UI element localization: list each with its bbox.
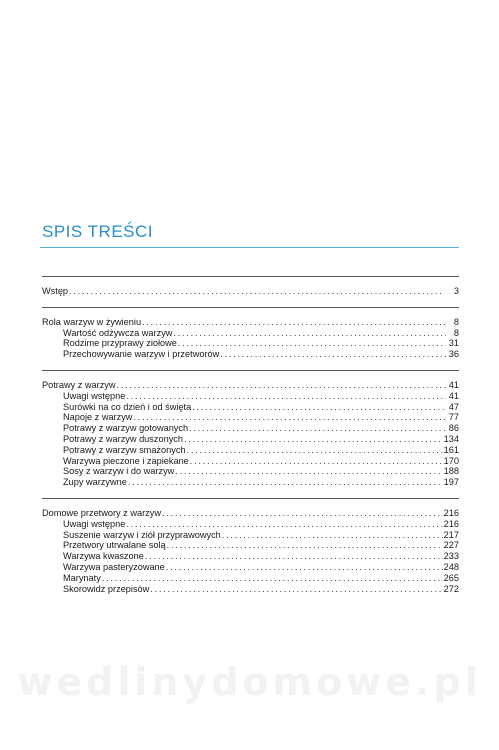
dot-leader [133, 412, 446, 423]
dot-leader [222, 530, 443, 541]
dot-leader [145, 551, 443, 562]
toc-entry-label: Uwagi wstępne [63, 390, 126, 401]
section-divider [42, 370, 459, 371]
toc-entry-label: Surówki na co dzień i od święta [63, 401, 192, 412]
toc-entry-label: Skorowidz przepisów [63, 583, 150, 594]
toc-entry-label: Wartość odżywcza warzyw [63, 327, 173, 338]
dot-leader [220, 349, 446, 360]
toc-page-number: 233 [443, 551, 459, 562]
toc-page-number: 41 [448, 379, 459, 390]
toc-entry [42, 317, 459, 328]
toc-page-number: 36 [448, 349, 459, 360]
toc-page-number: 170 [443, 455, 459, 466]
toc-page-number: 8 [453, 327, 459, 338]
toc-entry-label: Rola warzyw w żywieniu [42, 316, 142, 327]
toc-subentry [42, 540, 459, 551]
dot-leader [190, 456, 443, 467]
toc-page-number: 8 [453, 316, 459, 327]
dot-leader [178, 338, 446, 349]
toc-entry-label: Warzywa pieczone i zapiekane [63, 455, 189, 466]
toc-page-number: 217 [443, 529, 459, 540]
toc-entry-label: Przechowywanie warzyw i przetworów [63, 349, 220, 360]
toc-page-number: 197 [443, 477, 459, 488]
toc-subentry [42, 412, 459, 423]
watermark: wedlinydomowe.pl [17, 660, 482, 704]
dot-leader [167, 540, 443, 551]
section-divider [42, 276, 459, 277]
page-title: SPIS TREŚCI [42, 222, 153, 241]
toc-entry-label: Potrawy z warzyw gotowanych [63, 423, 189, 434]
dot-leader [184, 434, 443, 445]
toc-page-number: 47 [448, 401, 459, 412]
toc-page-number: 216 [443, 507, 459, 518]
toc-entry-label: Uwagi wstępne [63, 518, 126, 529]
toc-page-number: 41 [448, 390, 459, 401]
toc-page-number: 3 [453, 286, 459, 296]
toc-page-number: 227 [443, 540, 459, 551]
dot-leader [175, 466, 442, 477]
toc-entry-label: Przetwory utrwalane solą [63, 540, 166, 551]
dot-leader [117, 380, 446, 391]
dot-leader [142, 317, 446, 328]
toc-entry-label: Potrawy z warzyw [42, 379, 116, 390]
toc-entry-label: Warzywa pasteryzowane [63, 561, 165, 572]
toc-entry-label: Napoje z warzyw [63, 412, 133, 423]
toc-subentry [42, 456, 459, 467]
toc-entry [42, 508, 459, 519]
toc-page-number: 188 [443, 466, 459, 477]
toc-subentry [42, 466, 459, 477]
toc-subentry [42, 391, 459, 402]
toc-subentry [42, 338, 459, 349]
toc-subentry [42, 349, 459, 360]
toc-page-number: 77 [448, 412, 459, 423]
toc-page-number: 134 [443, 433, 459, 444]
toc-subentry [42, 573, 459, 584]
toc-page-number: 265 [443, 572, 459, 583]
toc-subentry [42, 402, 459, 413]
dot-leader [173, 328, 446, 339]
table-of-contents [42, 272, 459, 600]
toc-entry-label: Sosy z warzyw i do warzyw [63, 466, 175, 477]
toc-entry-label: Zupy warzywne [63, 477, 127, 488]
dot-leader [102, 573, 443, 584]
toc-subentry [42, 551, 459, 562]
toc-entry [42, 286, 459, 297]
toc-entry-label: Potrawy z warzyw smażonych [63, 444, 186, 455]
toc-subentry [42, 584, 459, 595]
toc-page-number: 248 [443, 561, 459, 572]
toc-page-number: 216 [443, 518, 459, 529]
toc-subentry [42, 562, 459, 573]
dot-leader [69, 286, 446, 297]
title-rule [40, 247, 459, 248]
toc-page-number: 86 [448, 423, 459, 434]
toc-subentry [42, 445, 459, 456]
toc-entry-label: Warzywa kwaszone [63, 551, 144, 562]
toc-subentry [42, 530, 459, 541]
dot-leader [126, 391, 446, 402]
toc-page-number: 272 [443, 583, 459, 594]
toc-subentry [42, 423, 459, 434]
toc-entry-label: Marynaty [63, 572, 101, 583]
toc-entry-label: Potrawy z warzyw duszonych [63, 433, 183, 444]
dot-leader [126, 519, 442, 530]
toc-entry-label: Wstęp [42, 286, 69, 296]
toc-subentry [42, 328, 459, 339]
toc-entry [42, 380, 459, 391]
dot-leader [162, 508, 443, 519]
toc-entry-label: Rodzime przyprawy ziołowe [63, 338, 177, 349]
dot-leader [166, 562, 443, 573]
toc-subentry [42, 519, 459, 530]
dot-leader [192, 402, 446, 413]
toc-page-number: 161 [443, 444, 459, 455]
toc-entry-label: Domowe przetwory z warzyw [42, 507, 161, 518]
toc-entry-label: Suszenie warzyw i ziół przyprawowych [63, 529, 221, 540]
section-divider [42, 307, 459, 308]
toc-page-number: 31 [448, 338, 459, 349]
dot-leader [150, 584, 442, 595]
toc-subentry [42, 477, 459, 488]
dot-leader [187, 445, 443, 456]
toc-subentry [42, 434, 459, 445]
dot-leader [128, 477, 443, 488]
dot-leader [189, 423, 446, 434]
section-divider [42, 498, 459, 499]
